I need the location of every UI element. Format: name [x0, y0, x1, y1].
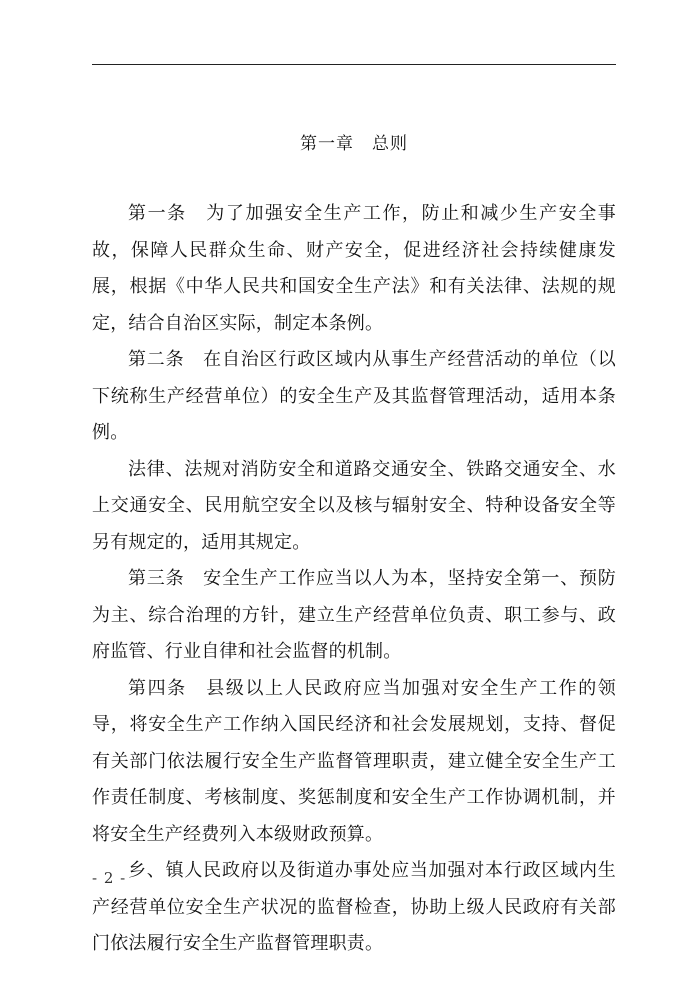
paragraph-article-2: 第二条 在自治区行政区域内从事生产经营活动的单位（以下统称生产经营单位）的安全生产及其监督管理活动，适用本条例。	[92, 349, 616, 443]
header-rule	[92, 64, 616, 65]
paragraph-article-3: 第三条 安全生产工作应当以人为本，坚持安全第一、预防为主、综合治理的方针，建立生产经营单位负责、职工参与、政府监管、行业自律和社会监督的机制。	[92, 568, 616, 662]
document-body	[92, 196, 616, 963]
page-number: - 2 -	[92, 869, 127, 887]
chapter-title: 第一章 总则	[300, 134, 408, 154]
paragraph-article-2-exception: 法律、法规对消防安全和道路交通安全、铁路交通安全、水上交通安全、民用航空安全以及核与辐射安全、特种设备安全等另有规定的，适用其规定。	[92, 458, 616, 553]
paragraph-article-4-township: 乡、镇人民政府以及街道办事处应当加强对本行政区域内生产经营单位安全生产状况的监督检查，协助上级人民政府有关部门依法履行安全生产监督管理职责。	[92, 860, 616, 954]
paragraph-article-1: 第一条 为了加强安全生产工作，防止和减少生产安全事故，保障人民群众生命、财产安全，促进经济社会持续健康发展，根据《中华人民共和国安全生产法》和有关法律、法规的规定，结合自治区实际，制定本条例。	[92, 203, 616, 334]
paragraph-article-4: 第四条 县级以上人民政府应当加强对安全生产工作的领导，将安全生产工作纳入国民经济和社会发展规划，支持、督促有关部门依法履行安全生产监督管理职责，建立健全安全生产工作责任制度、考核制度、奖惩制度和安全生产工作协调机制，并将安全生产经费列入本级财政预算。	[92, 677, 616, 845]
